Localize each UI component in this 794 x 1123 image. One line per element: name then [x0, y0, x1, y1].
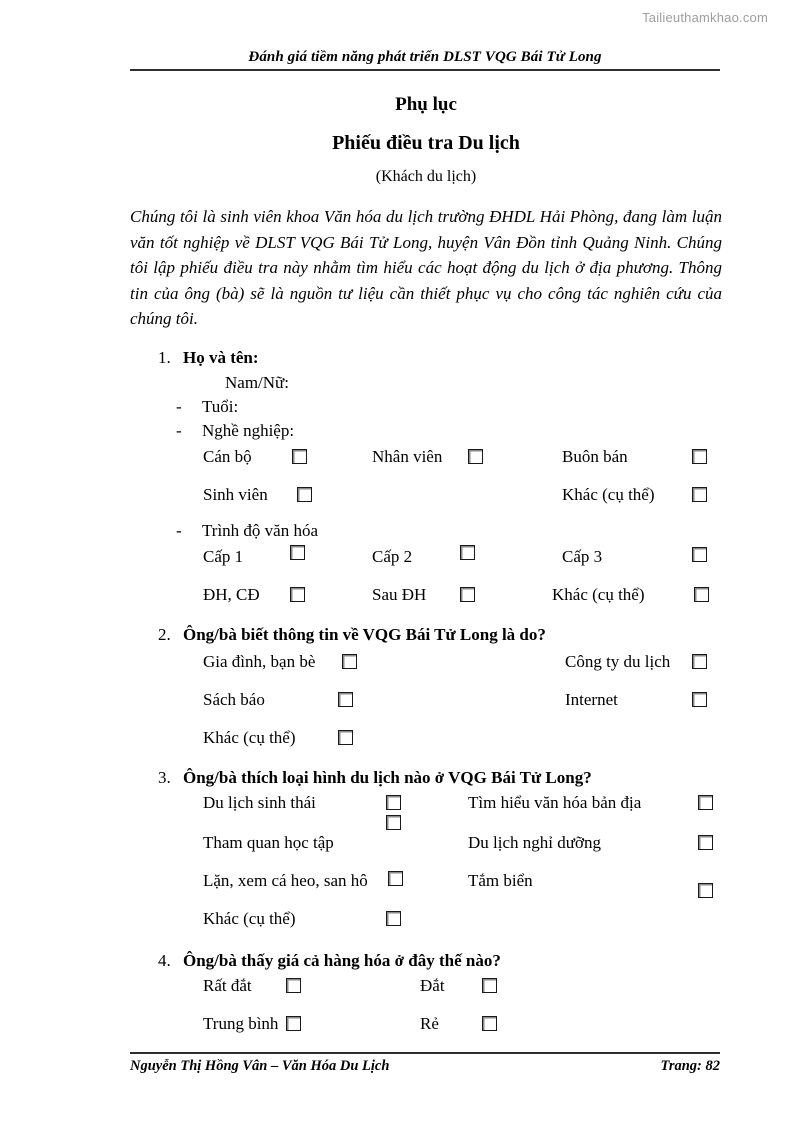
option-label-nhan-vien: Nhân viên — [372, 446, 443, 466]
question-1-title: Họ và tên: — [183, 347, 259, 367]
age-label: Tuổi: — [202, 396, 239, 416]
header-divider — [130, 69, 720, 71]
checkbox-tim-hieu-van-hoa[interactable] — [698, 795, 713, 810]
age-field — [130, 395, 722, 419]
job-options-row-1 — [130, 443, 722, 481]
question-4-heading — [130, 949, 722, 973]
question-1-number: 1. — [158, 347, 171, 367]
question-1-block — [130, 346, 722, 619]
option-label-cong-ty-du-lich: Công ty du lịch — [565, 651, 671, 671]
q3-options-row-1 — [130, 791, 722, 831]
checkbox-gia-dinh-ban-be[interactable] — [342, 654, 357, 669]
checkbox-buon-ban[interactable] — [692, 449, 707, 464]
checkbox-khac-trinh-do[interactable] — [694, 587, 709, 602]
q4-options-row-2 — [130, 1012, 722, 1050]
checkbox-cap-1[interactable] — [290, 545, 305, 560]
option-label-gia-dinh-ban-be: Gia đình, bạn bè — [203, 651, 316, 671]
option-label-tham-quan-hoc-tap: Tham quan học tập — [203, 832, 334, 852]
education-field — [130, 519, 722, 543]
option-label-lan-xem-ca-heo: Lặn, xem cá heo, san hô — [203, 870, 368, 890]
option-label-sinh-vien: Sinh viên — [203, 484, 268, 504]
question-3-number: 3. — [158, 767, 171, 787]
checkbox-khac-q3[interactable] — [386, 911, 401, 926]
question-2-block — [130, 623, 722, 762]
job-options-row-2 — [130, 481, 722, 519]
checkbox-dat[interactable] — [482, 978, 497, 993]
job-label: Nghề nghiệp: — [202, 420, 295, 440]
option-label-du-lich-sinh-thai: Du lịch sinh thái — [203, 792, 316, 812]
option-label-khac-trinh-do: Khác (cụ thể) — [552, 584, 645, 604]
checkbox-sau-dh[interactable] — [460, 587, 475, 602]
option-label-dat: Đắt — [420, 975, 445, 995]
checkbox-sach-bao[interactable] — [338, 692, 353, 707]
bullet-dash: - — [176, 396, 182, 416]
bullet-dash: - — [176, 420, 182, 440]
checkbox-du-lich-nghi-duong[interactable] — [698, 835, 713, 850]
checkbox-lan-xem-ca-heo[interactable] — [388, 871, 403, 886]
option-label-khac-q3: Khác (cụ thể) — [203, 908, 296, 928]
question-2-title: Ông/bà biết thông tin về VQG Bái Tử Long là do? — [183, 624, 546, 644]
checkbox-cap-2[interactable] — [460, 545, 475, 560]
checkbox-cap-3[interactable] — [692, 547, 707, 562]
question-3-block — [130, 766, 722, 945]
checkbox-cong-ty-du-lich[interactable] — [692, 654, 707, 669]
intro-paragraph: Chúng tôi là sinh viên khoa Văn hóa du lịch trường ĐHDL Hải Phòng, đang làm luận văn tốt nghiệp về DLST VQG Bái Tử Long, huyện Vân Đồn tỉnh Quảng Ninh. Chúng tôi lập phiếu điều tra này nhằm tìm hiểu các hoạt động du lịch ở địa phương. Thông tin của ông (bà) sẽ là nguồn tư liệu cần thiết phục vụ cho công tác nghiên cứu của chúng tôi. — [130, 207, 722, 328]
header-title: Đánh giá tiềm năng phát triển DLST VQG Bái Tử Long — [248, 49, 602, 65]
checkbox-re[interactable] — [482, 1016, 497, 1031]
question-2-heading — [130, 623, 722, 647]
page-audience: (Khách du lịch) — [375, 168, 477, 185]
question-3-heading — [130, 766, 722, 790]
bullet-dash: - — [176, 520, 182, 540]
page-title: Phụ lục — [395, 94, 457, 115]
document-body — [130, 92, 722, 1050]
question-1-heading — [130, 346, 722, 370]
job-field — [130, 419, 722, 443]
option-label-buon-ban: Buôn bán — [562, 446, 628, 466]
running-header — [130, 48, 720, 71]
question-4-block — [130, 949, 722, 1050]
q3-options-row-4 — [130, 907, 722, 945]
option-label-rat-dat: Rất đắt — [203, 975, 252, 995]
option-label-tim-hieu-van-hoa: Tìm hiểu văn hóa bản địa — [468, 792, 642, 812]
option-label-du-lich-nghi-duong: Du lịch nghỉ dưỡng — [468, 832, 601, 852]
checkbox-rat-dat[interactable] — [286, 978, 301, 993]
option-label-cap-1: Cấp 1 — [203, 546, 244, 566]
footer-divider — [130, 1052, 720, 1054]
checkbox-tam-bien[interactable] — [698, 883, 713, 898]
question-4-number: 4. — [158, 950, 171, 970]
checkbox-du-lich-sinh-thai[interactable] — [386, 795, 401, 810]
education-options-row-1 — [130, 543, 722, 581]
option-label-cap-3: Cấp 3 — [562, 546, 603, 566]
q2-options-row-1 — [130, 648, 722, 686]
question-2-number: 2. — [158, 624, 171, 644]
option-label-can-bo: Cán bộ — [203, 446, 252, 466]
footer-page-number: Trang: 82 — [660, 1058, 720, 1074]
option-label-re: Rẻ — [420, 1013, 439, 1033]
q2-options-row-2 — [130, 686, 722, 724]
education-options-row-2 — [130, 581, 722, 619]
running-footer — [130, 1052, 720, 1076]
option-label-sau-dh: Sau ĐH — [372, 584, 427, 604]
q2-options-row-3 — [130, 724, 722, 762]
option-label-khac-nghe: Khác (cụ thể) — [562, 484, 655, 504]
gender-label: Nam/Nữ: — [225, 372, 289, 392]
gender-field — [130, 371, 722, 395]
q3-options-row-3 — [130, 869, 722, 907]
checkbox-trung-binh[interactable] — [286, 1016, 301, 1031]
option-label-khac-q2: Khác (cụ thể) — [203, 727, 296, 747]
checkbox-khac-q2[interactable] — [338, 730, 353, 745]
q3-options-row-2 — [130, 831, 722, 869]
option-label-internet: Internet — [565, 689, 618, 709]
option-label-sach-bao: Sách báo — [203, 689, 265, 709]
checkbox-dh-cd[interactable] — [290, 587, 305, 602]
option-label-dh-cd: ĐH, CĐ — [203, 584, 260, 604]
option-label-cap-2: Cấp 2 — [372, 546, 413, 566]
watermark-text: Tailieuthamkhao.com — [642, 10, 768, 25]
checkbox-khac-nghe[interactable] — [692, 487, 707, 502]
checkbox-internet[interactable] — [692, 692, 707, 707]
option-label-trung-binh: Trung bình — [203, 1013, 279, 1033]
checkbox-sinh-vien[interactable] — [297, 487, 312, 502]
q4-options-row-1 — [130, 974, 722, 1012]
page-subtitle: Phiếu điều tra Du lịch — [332, 132, 520, 154]
footer-author: Nguyễn Thị Hồng Vân – Văn Hóa Du Lịch — [130, 1058, 390, 1074]
option-label-tam-bien: Tắm biển — [468, 870, 533, 890]
checkbox-tham-quan-hoc-tap[interactable] — [386, 815, 401, 830]
checkbox-nhan-vien[interactable] — [468, 449, 483, 464]
footer-row — [130, 1057, 720, 1076]
checkbox-can-bo[interactable] — [292, 449, 307, 464]
question-4-title: Ông/bà thấy giá cả hàng hóa ở đây thế nào? — [183, 950, 501, 970]
education-label: Trình độ văn hóa — [202, 520, 319, 540]
question-3-title: Ông/bà thích loại hình du lịch nào ở VQG Bái Tử Long? — [183, 767, 592, 787]
